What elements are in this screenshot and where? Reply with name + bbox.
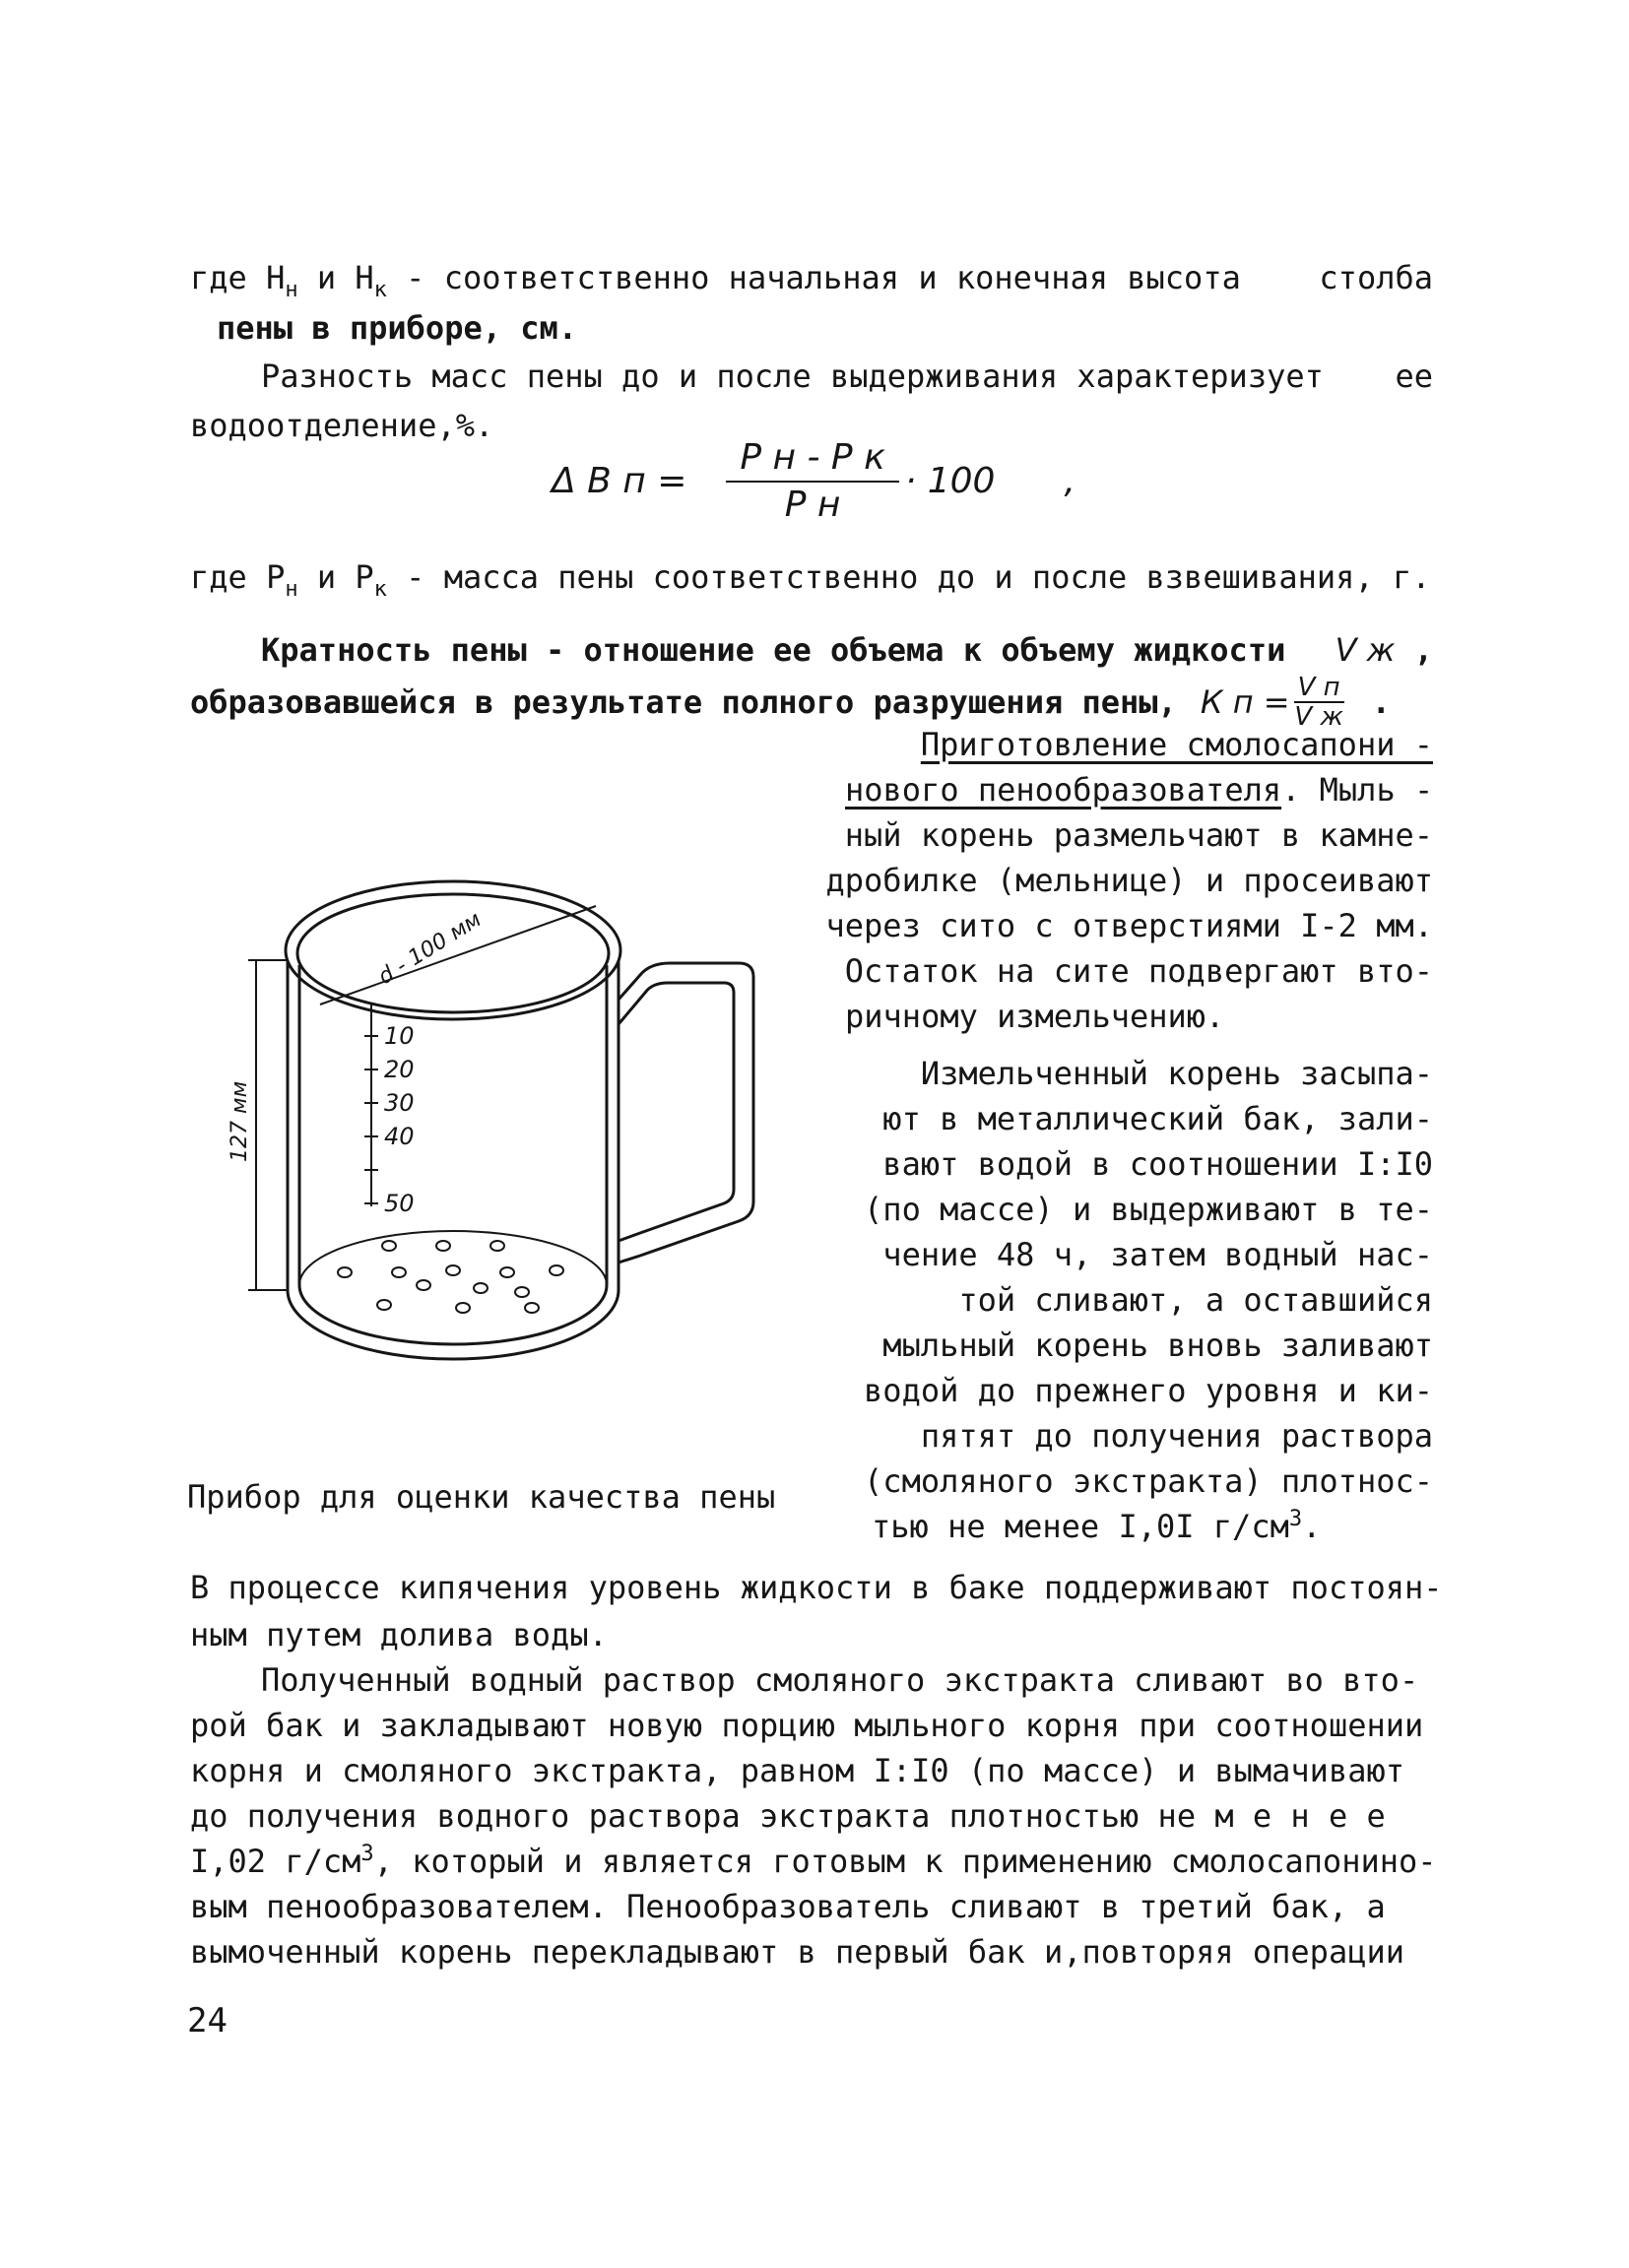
- text-line-b5: корня и смоляного экстракта, равном I:I0 (по массе) и вымачивают: [190, 1752, 1404, 1789]
- text-fragment: Кратность пены - отношение ее объема к объему жидкости: [261, 631, 1286, 669]
- text-fragment: - соответственно начальная и конечная высота: [386, 259, 1241, 296]
- text-line-b4: рой бак и закладывают новую порцию мыльного корня при соотношении: [190, 1707, 1424, 1744]
- text-fragment: где Н: [190, 259, 286, 296]
- text-line-b2: ным путем долива воды.: [190, 1616, 608, 1653]
- formula-denominator: Р н: [784, 485, 841, 525]
- formula-lhs: К п =: [1200, 683, 1290, 721]
- subscript: н: [285, 577, 298, 602]
- diameter-label: d - 100 мм: [373, 907, 487, 991]
- text-fragment: Разность масс пены до и после выдерживания характеризует: [261, 357, 1324, 395]
- text-line-b1: В процессе кипячения уровень жидкости в баке поддерживают постоян-: [190, 1569, 1443, 1606]
- text-fragment: тью не менее I,0I г/см: [872, 1508, 1289, 1545]
- formula-numerator: Р н - Р к: [726, 439, 898, 483]
- text-line-6: [261, 630, 1433, 670]
- cup-bottom-inner: [299, 1285, 607, 1344]
- formula-comma: ,: [1064, 461, 1075, 501]
- text-line-r18: [872, 1507, 1321, 1546]
- scale-mark-30: 30: [384, 1089, 415, 1117]
- text-line-2: пены в приборе, см.: [217, 309, 578, 347]
- text-line-r16: пятят до получения раствора: [920, 1417, 1433, 1455]
- text-fragment: .: [1371, 683, 1391, 721]
- text-line-7: [190, 674, 1391, 731]
- scale-mark-10: 10: [384, 1022, 415, 1050]
- text-line-4: водоотделение,%.: [190, 407, 494, 444]
- text-line-r2: [845, 770, 1433, 810]
- text-line-r14: мыльный корень вновь заливают: [882, 1327, 1433, 1364]
- scale-mark-50: 50: [384, 1190, 415, 1217]
- superscript: 3: [360, 1842, 374, 1866]
- scale-mark-20: 20: [384, 1056, 415, 1083]
- section-heading: Приготовление смолосапони -: [920, 726, 1433, 763]
- text-line-r7: ричному измельчению.: [845, 998, 1225, 1035]
- formula-variable: V ж: [1335, 631, 1396, 669]
- text-fragment: I,02 г/см: [190, 1843, 361, 1880]
- text-line-r3: ный корень размельчают в камне-: [844, 816, 1433, 854]
- formula-fraction: [726, 439, 898, 524]
- text-fragment: ее: [1395, 357, 1433, 395]
- text-line-b3: Полученный водный раствор смоляного экстракта сливают во вто-: [261, 1661, 1419, 1699]
- text-line-r5: через сито с отверстиями I-2 мм.: [825, 907, 1433, 944]
- text-fragment: столба: [1319, 259, 1433, 296]
- text-line-r17: (смоляного экстракта) плотнос-: [864, 1462, 1433, 1500]
- text-line-r6: Остаток на сите подвергают вто-: [844, 952, 1433, 990]
- page-number: 24: [187, 2001, 228, 2041]
- formula-denominator: V ж: [1294, 702, 1343, 732]
- text-line-b9: вымоченный корень перекладывают в первый бак и,повторяя операции: [190, 1933, 1404, 1971]
- subscript: к: [373, 577, 387, 602]
- text-line-1: [190, 258, 1433, 302]
- subscript: к: [373, 278, 387, 302]
- text-line-1-main: [190, 258, 1241, 302]
- text-line-r11: (по массе) и выдерживают в те-: [864, 1191, 1433, 1228]
- text-fragment: и Р: [297, 558, 374, 596]
- text-fragment: .: [1302, 1508, 1322, 1545]
- text-line-r8: Измельченный корень засыпа-: [920, 1055, 1433, 1092]
- text-line-r15: водой до прежнего уровня и ки-: [864, 1372, 1433, 1409]
- height-dimension-ticks: [248, 960, 288, 1290]
- text-line-r12: чение 48 ч, затем водный нас-: [882, 1236, 1433, 1273]
- text-line-b6: до получения водного раствора экстракта плотностью не м е н е е: [190, 1797, 1386, 1835]
- text-fragment: и Н: [297, 259, 374, 296]
- scale-mark-40: 40: [384, 1123, 415, 1150]
- text-line-r9: ют в металлический бак, зали-: [882, 1100, 1433, 1137]
- formula-multiplier: · 100: [904, 461, 996, 501]
- text-fragment: образовавшейся в результате полного разрушения пены,: [190, 683, 1177, 721]
- text-fragment: ,: [1413, 631, 1433, 669]
- text-fragment: - масса пены соответственно до и после взвешивания, г.: [386, 558, 1431, 596]
- text-fragment: . Мыль -: [1281, 771, 1434, 809]
- section-heading-cont: нового пенообразователя: [845, 771, 1282, 809]
- formula-lhs: Δ В п =: [552, 461, 687, 501]
- text-line-r13: той сливают, а оставшийся: [958, 1281, 1433, 1319]
- text-line-3: [261, 356, 1433, 396]
- formula-numerator: V п: [1294, 674, 1344, 703]
- cup-handle-inner: [619, 983, 734, 1241]
- text-line-5: [190, 557, 1431, 602]
- text-line-b7: [190, 1842, 1437, 1881]
- text-line-r4: дробилке (мельнице) и просеивают: [825, 862, 1433, 899]
- foam-measuring-cup-figure: [227, 867, 778, 1408]
- subscript: н: [285, 278, 298, 302]
- text-line-b8: вым пенообразователем. Пенообразователь сливают в третий бак, а: [190, 1888, 1386, 1925]
- text-fragment: где Р: [190, 558, 286, 596]
- formula-water-separation: [552, 439, 1075, 524]
- figure-caption: Прибор для оценки качества пены: [187, 1478, 776, 1516]
- bottom-holes: [338, 1241, 563, 1313]
- text-line-r10: вают водой в соотношении I:I0: [882, 1145, 1433, 1183]
- height-label: 127 мм: [228, 1080, 252, 1162]
- cup-rim-inner: [297, 894, 609, 1012]
- formula-fraction: [1294, 674, 1344, 731]
- text-fragment: , который и является готовым к применению смолосапонино-: [373, 1843, 1437, 1880]
- superscript: 3: [1288, 1507, 1303, 1531]
